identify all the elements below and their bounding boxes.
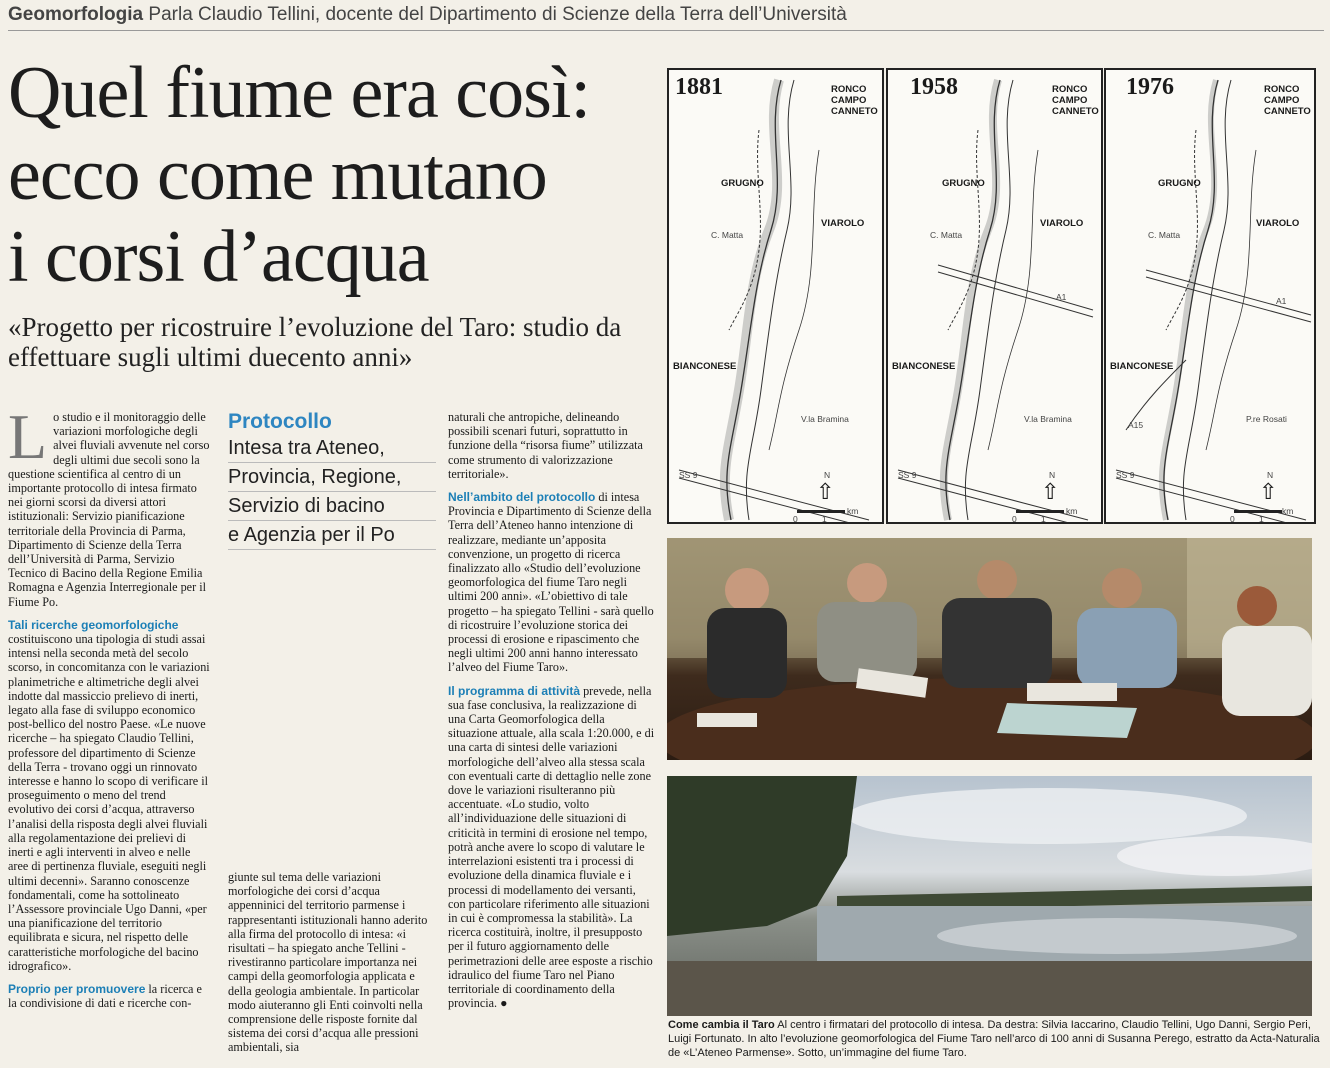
river-photo: [667, 776, 1312, 1016]
label-canneto: CANNETO: [1052, 106, 1099, 117]
col3-paragraph-3: prevede, nella sua fase conclusiva, la realizzazione di una Carta Geomorfologica della situazione attuale, alla scala 1:20.000, e di una carta di sintesi delle variazioni morfologiche dell’alveo alla stessa scala con eventuali carte di dettaglio nelle zone dove le variazioni risulteranno più accentuate. «Lo studio, volto all’individuazione delle situazioni di criticità in termini di erosione nel tempo, potrà anche avere lo scopo di valutare le interrelazioni esistenti tra i processi di evoluzione della dinamica fluviale e i processi di modellamento dei versanti, con particolare riferimento alle situazioni in cui è compromessa la stabilità». La ricerca costituirà, inoltre, il presupposto per il futuro aggiornamento delle perimetrazioni delle aree esposte a rischio idraulico del fiume Taro nel Piano territoriale di coordinamento della provincia.: [448, 683, 655, 1011]
label-ss9: SS 9: [679, 470, 698, 480]
scale-km: km: [1282, 506, 1294, 516]
article-column-3: [448, 410, 656, 1019]
scale-one: 1: [1259, 514, 1264, 524]
map-1958: [886, 68, 1103, 524]
col2-paragraph-1: giunte sul tema delle variazioni morfologiche dei corsi d’acqua appenninici del territorio parmense i rappresentanti istituzionali hanno aderito alla firma del protocollo di intesa: «i risultati – ha spiegato anche Tellini - rivestiranno particolare importanza nei campi della geomorfologia applicata e della geologia ambientale. In particolar modo aiuteranno gli Enti coinvolti nella comprensione delle risposte fornite dal sistema dei corsi d’acqua alle pressioni ambientali, sia: [228, 870, 428, 1055]
label-campo: CAMPO: [1052, 95, 1088, 106]
label-grugno: GRUGNO: [1158, 178, 1201, 189]
kicker-section: Geomorfologia: [8, 4, 144, 25]
headline: [8, 52, 658, 298]
subhead-programma: Il programma di attività: [448, 683, 581, 698]
kicker: [8, 4, 1324, 31]
col3-paragraph-2: di intesa Provincia e Dipartimento di Scienze della Terra dell’Ateneo hanno intenzione di realizzare, mediante un’apposita convenzione, un progetto di ricerca finalizzato allo «Studio dell’evoluzione geomorfologica del fiume Taro negli ultimi 200 anni». «L’obiettivo di tale progetto – ha spiegato Tellini - sarà quello di ricostruire l’evoluzione storica dei processi di erosione e ripascimento che negli ultimi 200 anni hanno interessato l’alveo del Fiume Taro».: [448, 490, 654, 675]
label-a15: A15: [1128, 420, 1144, 430]
subhead-tali-ricerche: Tali ricerche geomorfologiche: [8, 617, 179, 632]
label-viarolo: VIAROLO: [1256, 218, 1300, 229]
scale-zero: 0: [1012, 514, 1017, 524]
caption-text: Al centro i firmatari del protocollo di intesa. Da destra: Silvia Iaccarino, Claudio Tellini, Ugo Danni, Sergio Peri, Luigi Fortunato. In alto l’evoluzione geomorfologica del Fiume Taro nell’arco di 100 anni di Susanna Perego, estratto da Acta-Naturalia de «L’Ateneo Parmense». Sotto, un’immagine del fiume Taro.: [668, 1019, 1320, 1059]
label-a1: A1: [1276, 296, 1287, 306]
subhead-ambito: Nell’ambito del protocollo: [448, 490, 596, 505]
protocollo-line: Intesa tra Ateneo,: [228, 434, 436, 463]
label-bianconese: BIANCONESE: [892, 361, 956, 372]
scale-km: km: [1066, 506, 1078, 516]
label-ronco: RONCO: [1264, 84, 1300, 95]
label-north: N: [1049, 470, 1056, 480]
deck: «Progetto per ricostruire l’evoluzione del Taro: studio da effettuare sugli ultimi duecento anni»: [8, 312, 622, 372]
scale-one: 1: [822, 514, 827, 524]
scale-bar: [797, 510, 845, 513]
article-column-2: [228, 870, 433, 1064]
map-1881: [667, 68, 884, 524]
scale-km: km: [847, 506, 859, 516]
label-campo: CAMPO: [1264, 95, 1300, 106]
headline-line-3: i corsi d’acqua: [8, 216, 429, 298]
signing-photo-drawing: [667, 538, 1312, 760]
label-canneto: CANNETO: [1264, 106, 1311, 117]
scale-zero: 0: [1230, 514, 1235, 524]
label-matta: C. Matta: [711, 230, 744, 240]
protocollo-line: Servizio di bacino: [228, 492, 436, 521]
scale-zero: 0: [793, 514, 798, 524]
drop-cap: L: [8, 401, 48, 472]
headline-line-1: Quel fiume era così:: [8, 52, 591, 134]
map-1976: [1104, 68, 1316, 524]
scale-one: 1: [1041, 514, 1046, 524]
subhead-proprio: Proprio per promuovere: [8, 981, 146, 996]
label-campo: CAMPO: [831, 95, 867, 106]
signing-photo: [667, 538, 1312, 760]
label-ronco: RONCO: [831, 84, 867, 95]
col1-paragraph-1: o studio e il monitoraggio delle variazioni morfologiche degli alvei fluviali avvenute nel corso degli ultimi due secoli sono la questione scientifica al centro di un importante protocollo di intesa firmato nei giorni scorsi da diversi attori istituzionali: Servizio pianificazione territoriale della Provincia di Parma, Dipartimento di Scienze della Terra dell’Università di Parma, Servizio Tecnico di Bacino della Regione Emilia Romagna e Agenzia Interregionale per il Fiume Po.: [8, 410, 210, 609]
label-matta: C. Matta: [930, 230, 963, 240]
north-arrow-icon: ⇧: [816, 479, 835, 504]
protocollo-title: Protocollo: [228, 410, 332, 433]
label-ss9: SS 9: [898, 470, 917, 480]
protocollo-box: [228, 410, 436, 550]
label-town: V.la Bramina: [801, 414, 849, 424]
end-mark-icon: ●: [500, 996, 508, 1011]
river-photo-drawing: [667, 776, 1312, 1016]
label-grugno: GRUGNO: [942, 178, 985, 189]
scale-bar: [1016, 510, 1064, 513]
label-town: P.re Rosati: [1246, 414, 1287, 424]
label-town: V.la Bramina: [1024, 414, 1072, 424]
label-ronco: RONCO: [1052, 84, 1088, 95]
label-matta: C. Matta: [1148, 230, 1181, 240]
kicker-text: Parla Claudio Tellini, docente del Dipartimento di Scienze della Terra dell’Università: [148, 4, 847, 25]
label-grugno: GRUGNO: [721, 178, 764, 189]
protocollo-line: e Agenzia per il Po: [228, 521, 436, 550]
col1-paragraph-3: la ricerca e la condivisione di dati e ricerche con-: [8, 981, 202, 1011]
label-viarolo: VIAROLO: [1040, 218, 1084, 229]
label-viarolo: VIAROLO: [821, 218, 865, 229]
map-year: 1881: [675, 74, 723, 100]
headline-line-2: ecco come mutano: [8, 134, 547, 216]
caption-lead: Come cambia il Taro: [668, 1019, 775, 1031]
label-a1: A1: [1056, 292, 1067, 302]
label-bianconese: BIANCONESE: [673, 361, 737, 372]
label-bianconese: BIANCONESE: [1110, 361, 1174, 372]
river-map-drawing: [669, 70, 882, 522]
label-north: N: [824, 470, 831, 480]
north-arrow-icon: ⇧: [1259, 479, 1278, 504]
label-ss9: SS 9: [1116, 470, 1135, 480]
map-year: 1976: [1126, 74, 1174, 100]
col3-paragraph-1: naturali che antropiche, delineando possibili scenari futuri, soprattutto in funzione della “risorsa fiume” utilizzata come strumento di valorizzazione territoriale».: [448, 410, 643, 481]
label-north: N: [1267, 470, 1274, 480]
col1-paragraph-2: costituiscono una tipologia di studi assai intensi nella seconda metà del secolo scorso, in concomitanza con le variazioni planimetriche e altimetriche degli alvei indotte dal massiccio prelievo di inerti, legato alla fase di sviluppo economico post-bellico del nostro Paese. «Le nuove ricerche – ha spiegato Claudio Tellini, professore del dipartimento di Scienze della Terra - trovano oggi un rinnovato interesse e hanno lo scopo di verificare il proseguimento o meno del trend evolutivo dei corsi d’acqua, attraverso l’analisi della risposta degli alvei fluviali alla regolamentazione dei prelievi di inerti e agli interventi in alveo e nelle aree di pertinenza fluviale, eseguiti negli ultimi decenni». Saranno conoscenze fondamentali, come ha sottolineato l’Assessore provinciale Ugo Danni, «per una pianificazione del territorio equilibrata e sicura, nel rispetto delle caratteristiche morfologiche del bacino idrografico».: [8, 632, 210, 973]
photo-caption: [668, 1018, 1320, 1060]
label-canneto: CANNETO: [831, 106, 878, 117]
river-map-drawing: [888, 70, 1101, 522]
north-arrow-icon: ⇧: [1041, 479, 1060, 504]
protocollo-line: Provincia, Regione,: [228, 463, 436, 492]
article-column-1: [8, 401, 213, 1019]
scale-bar: [1234, 510, 1282, 513]
map-year: 1958: [910, 74, 958, 100]
